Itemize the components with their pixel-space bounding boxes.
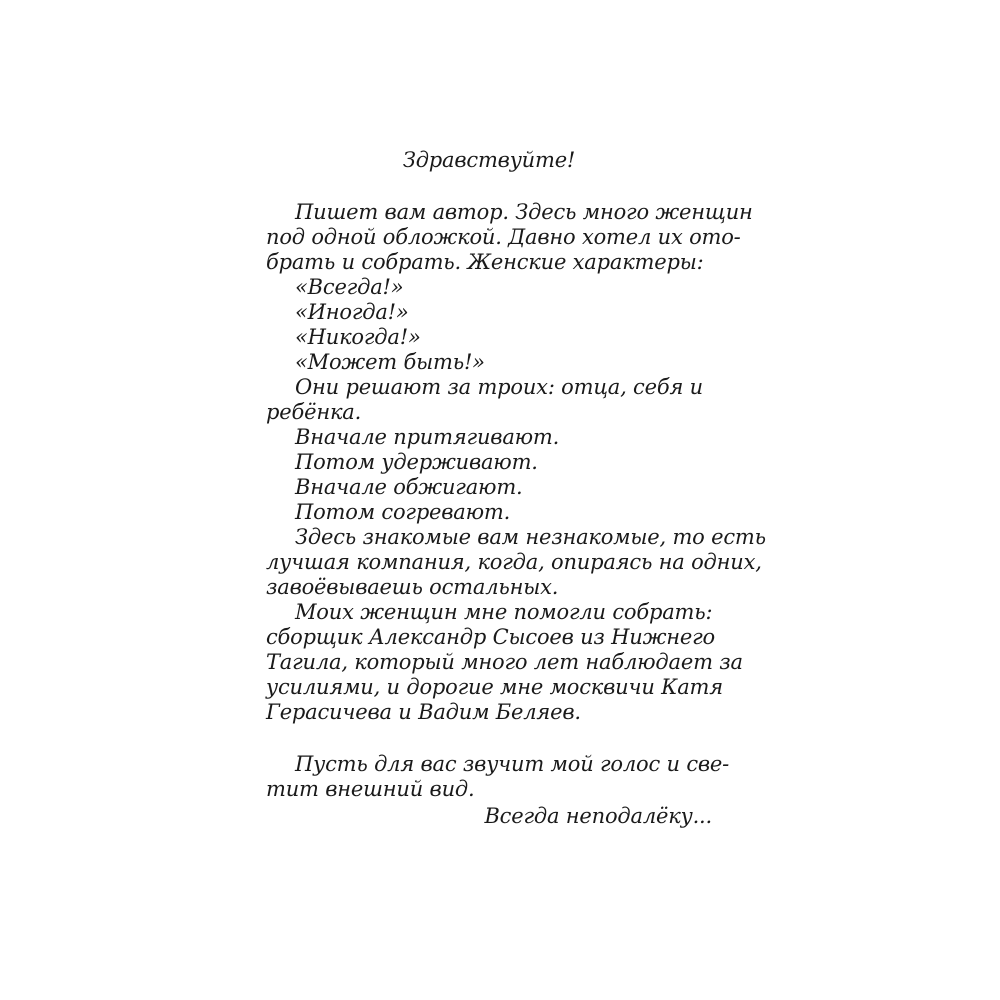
text-line: «Иногда!» [295,300,409,324]
text-line: под одной обложкой. Давно хотел их ото- [266,225,741,249]
text-line: Пишет вам автор. Здесь много женщин [295,200,753,224]
text-line: лучшая компания, когда, опираясь на одних, [266,550,762,574]
text-line: Герасичева и Вадим Беляев. [266,700,581,724]
text-line: Пусть для вас звучит мой голос и све- [295,752,730,776]
text-line: Они решают за троих: отца, себя и [295,375,703,399]
text-line: Вначале притягивают. [295,425,560,449]
text-line: Здесь знакомые вам незнакомые, то есть [295,525,766,549]
signoff: Всегда неподалёку... [484,804,712,828]
greeting: Здравствуйте! [402,148,576,172]
text-line: усилиями, и дорогие мне москвичи Катя [266,675,723,699]
text-line: брать и собрать. Женские характеры: [266,250,704,274]
text-line: «Всегда!» [295,275,404,299]
text-line: Вначале обжигают. [295,475,523,499]
text-line: Потом удерживают. [295,450,538,474]
text-line: Тагила, который много лет наблюдает за [266,650,743,674]
text-line: Потом согревают. [295,500,511,524]
text-line: Моих женщин мне помогли собрать: [295,600,713,624]
text-line: завоёвываешь остальных. [266,575,559,599]
text-line: тит внешний вид. [266,777,475,801]
text-line: «Может быть!» [295,350,485,374]
text-line: ребёнка. [266,400,362,424]
text-line: сборщик Александр Сысоев из Нижнего [266,625,715,649]
text-line: «Никогда!» [295,325,421,349]
